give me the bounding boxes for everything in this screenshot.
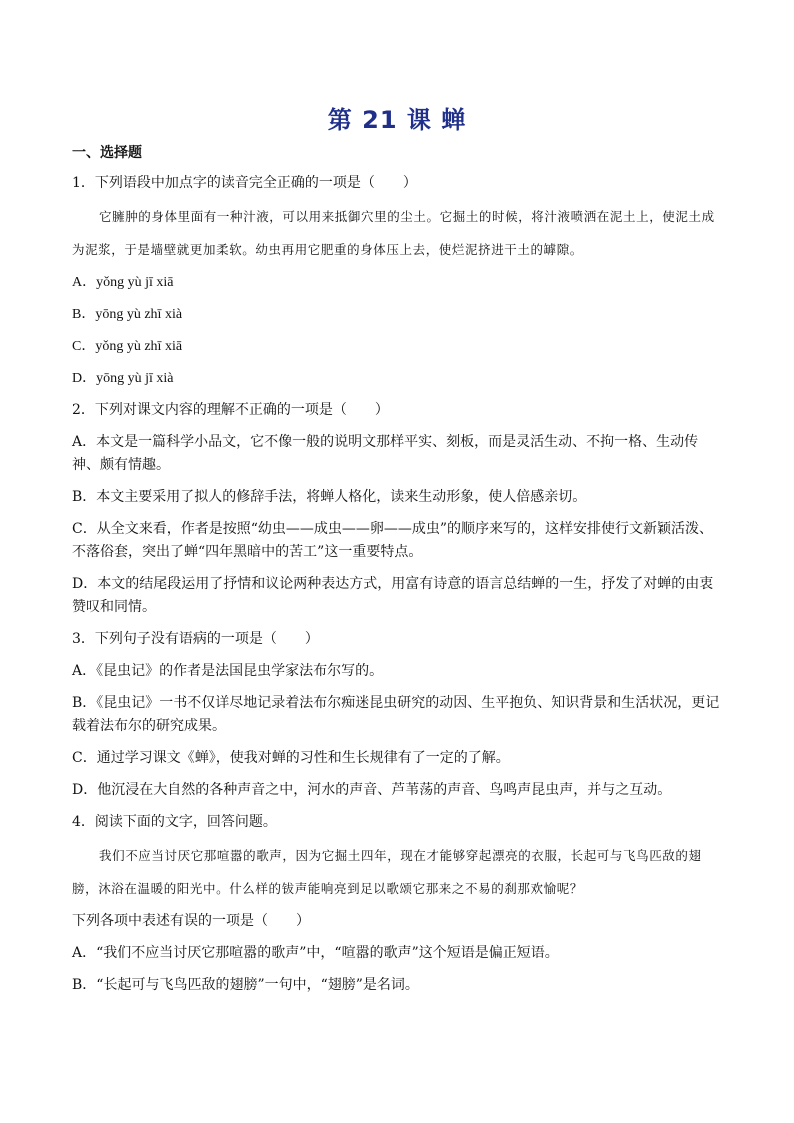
question-3-option-d: D．他沉浸在大自然的各种声音之中，河水的声音、芦苇荡的声音、鸟鸣声昆虫声，并与之互动。 [72,782,672,798]
question-1-stem: 1．下列语段中加点字的读音完全正确的一项是（ ） [72,175,417,191]
question-1-option-c: C．yǒng yù zhī xiā [72,339,183,354]
question-2-option-d: D．本文的结尾段运用了抒情和议论两种表达方式，用富有诗意的语言总结蝉的一生，抒发了对蝉的由衷赞叹和同情。 [72,576,714,615]
question-1-option-a: A．yǒng yù jī xiā [72,275,174,290]
question-2-option-b: B．本文主要采用了拟人的修辞手法，将蝉人格化，读来生动形象，使人倍感亲切。 [72,489,587,505]
question-3-option-b: B．《昆虫记》一书不仅详尽地记录着法布尔痴迷昆虫研究的动因、生平抱负、知识背景和生活状况，更记载着法布尔的研究成果。 [72,695,720,734]
question-3-option-a: A．《昆虫记》的作者是法国昆虫学家法布尔写的。 [72,663,384,679]
question-3-stem: 3．下列句子没有语病的一项是（ ） [72,631,319,647]
section-heading: 一、选择题 [72,145,142,161]
question-1-option-d: D．yōng yù jī xià [72,371,174,386]
question-4-sub-stem: 下列各项中表述有误的一项是（ ） [72,913,310,929]
question-4-option-a: A．“我们不应当讨厌它那喧嚣的歌声”中，“喧嚣的歌声”这个短语是偏正短语。 [72,945,559,961]
question-4-stem: 4．阅读下面的文字，回答问题。 [72,814,277,830]
question-2-option-a: A．本文是一篇科学小品文，它不像一般的说明文那样平实、刻板，而是灵活生动、不拘一格、生动传神、颇有情趣。 [72,434,699,473]
page-title: 第 21 课 蝉 [327,106,467,134]
question-1-option-b: B．yōng yù zhī xià [72,307,183,322]
question-2-stem: 2．下列对课文内容的理解不正确的一项是（ ） [72,402,389,418]
question-3-option-c: C．通过学习课文《蝉》，使我对蝉的习性和生长规律有了一定的了解。 [72,750,510,766]
question-4-passage: 我们不应当讨厌它那喧嚣的歌声，因为它掘土四年，现在才能够穿起漂亮的衣服，长起可与飞鸟匹敌的翅膀，沐浴在温暖的阳光中。什么样的钹声能响亮到足以歌颂它那来之不易的刹那欢愉呢？ [72,848,702,896]
question-4-option-b: B．“长起可与飞鸟匹敌的翅膀”一句中，“翅膀”是名词。 [72,977,419,993]
content-body [72,142,726,1006]
question-1-passage: 它臃肿的身体里面有一种汁液，可以用来抵御穴里的尘土。它掘土的时候，将汁液喷洒在泥土上，使泥土成为泥浆，于是墙壁就更加柔软。幼虫再用它肥重的身体压上去，使烂泥挤进干土的罅隙。 [72,209,715,257]
question-2-option-c: C．从全文来看，作者是按照“幼虫——成虫——卵——成虫”的顺序来写的，这样安排使行文新颖活泼、不落俗套，突出了蝉“四年黑暗中的苦工”这一重要特点。 [72,521,714,560]
